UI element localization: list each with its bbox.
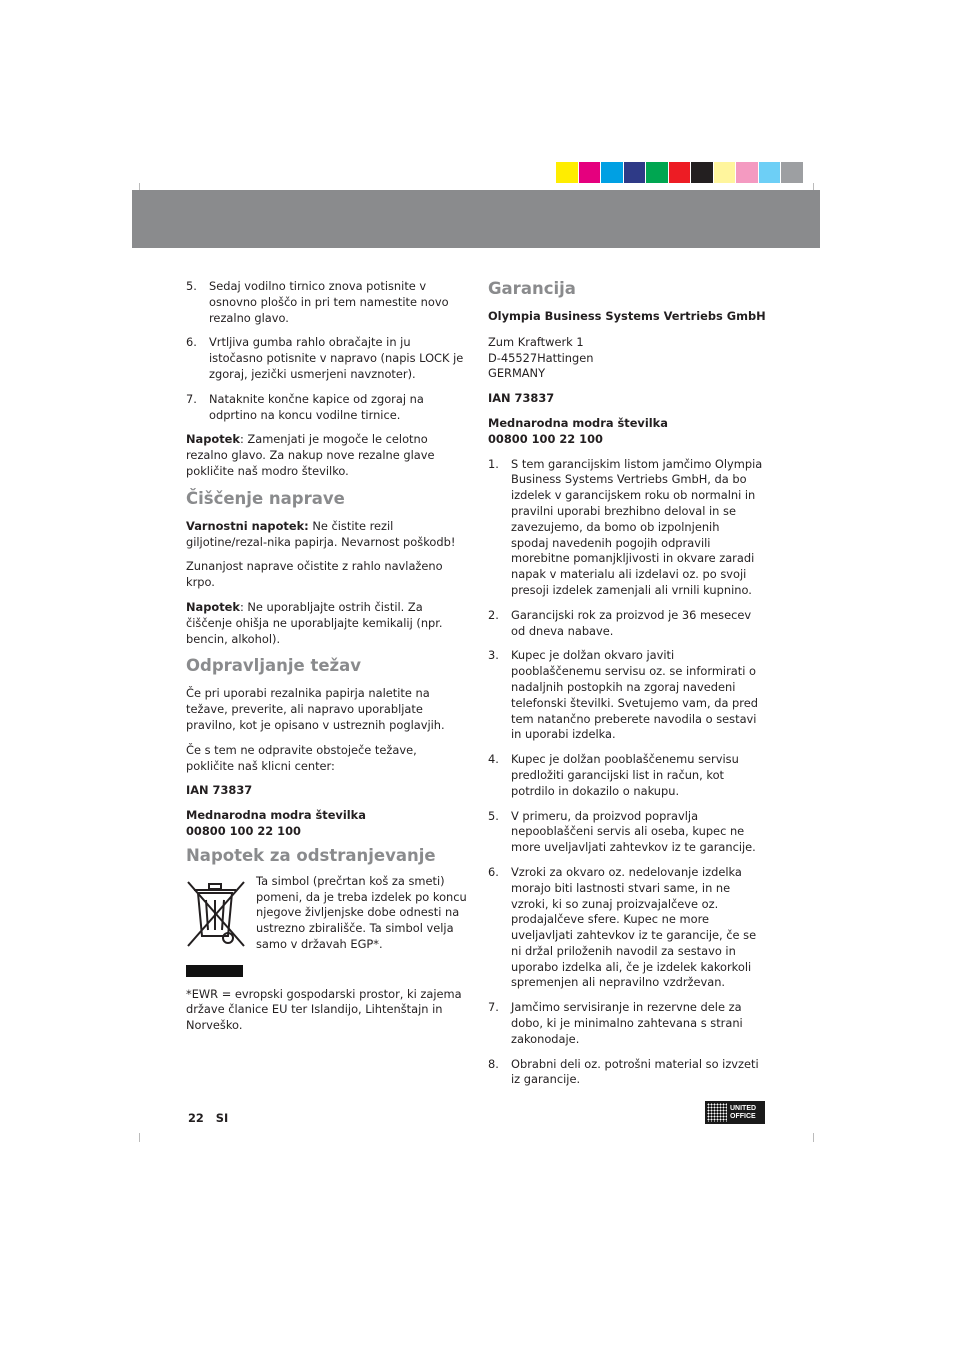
hotline: Mednarodna modra številka 00800 100 22 100 bbox=[488, 415, 668, 446]
list-item: 7. Nataknite končne kapice od zgoraj na odprtino na koncu vodilne tirnice. bbox=[186, 391, 424, 422]
hotline: Mednarodna modra številka 00800 100 22 100 bbox=[186, 808, 366, 838]
color-swatch bbox=[781, 162, 803, 183]
ian-number: IAN 73837 bbox=[186, 783, 253, 798]
header-bar bbox=[132, 190, 820, 248]
note-paragraph: Napotek: Zamenjati je mogoče le celotno rezalno glavo. Za nakup nove rezalne glave pokličite naš modro številko. bbox=[186, 432, 435, 478]
color-swatch bbox=[691, 162, 713, 183]
cleaning-heading: Čiščenje naprave bbox=[186, 488, 345, 508]
color-swatch bbox=[714, 162, 736, 183]
cleaning-note: Napotek: Ne uporabljajte ostrih čistil. Za čiščenje ohišja ne uporabljajte kemikalij (npr. bencin, alkohol). bbox=[186, 599, 443, 646]
list-item: 4. Kupec je dolžan pooblaščenemu servisu predložiti garancijski list in račun, kot potrdilo in dokazilo o nakupu. bbox=[488, 752, 739, 798]
weee-symbol bbox=[186, 876, 246, 977]
ian-number: IAN 73837 bbox=[488, 391, 555, 406]
warranty-terms bbox=[488, 457, 768, 1089]
safety-note: Varnostni napotek: Ne čistite rezil giljotine/rezal-nika papirja. Nevarnost poškodb! bbox=[186, 518, 456, 549]
cleaning-paragraph: Zunanjost naprave očistite z rahlo navlaženo krpo. bbox=[186, 559, 443, 590]
list-item: 5. V primeru, da proizvod popravlja nepooblaščeni servis ali oseba, kupec ne more uveljavljati zahtevkov iz te garancije. bbox=[488, 808, 756, 855]
color-swatch bbox=[601, 162, 623, 183]
list-item: 1. S tem garancijskim listom jamčimo Olympia Business Systems Vertriebs GmbH, da bo izdelek v garancijskem roku ob normalni in pravilni uporabi brezhibno deloval in se zavezujemo, da bomo ob izpolnjenih spodaj navedenih pogojih odpravili morebitne pomanjkljivosti in okvare zaradi napak v materialu ali izdelavi oz. po svoji presoji izdelek zamenjali ali vrnili kupnino. bbox=[488, 456, 763, 597]
united-office-logo bbox=[705, 1101, 765, 1124]
color-swatch bbox=[579, 162, 601, 183]
disposal-text: Ta simbol (prečrtan koš za smeti) pomeni, da je treba izdelek po koncu njegove življenjske dobe odnesti na ustrezno zbirališče. Ta simbol velja samo v državah EGP*. bbox=[256, 873, 467, 951]
weee-bar bbox=[186, 965, 243, 977]
disposal-heading: Napotek za odstranjevanje bbox=[186, 845, 436, 865]
color-swatch bbox=[759, 162, 781, 183]
list-item: 3. Kupec je dolžan okvaro javiti pooblaščenemu servisu oz. se informirati o nadaljnih postopkih na zgoraj navedeni telefonski številki. Svetujemo vam, da pred tem natančno preberete navodila o sestavi in uporabi izdelka. bbox=[488, 648, 758, 742]
color-swatch bbox=[624, 162, 646, 183]
trouble-paragraph: Če s tem ne odpravite obstoječe težave, pokličite naš klicni center: bbox=[186, 742, 417, 773]
color-swatch bbox=[736, 162, 758, 183]
troubleshooting-heading: Odpravljanje težav bbox=[186, 656, 362, 676]
color-swatch bbox=[556, 162, 578, 183]
warranty-heading: Garancija bbox=[488, 279, 576, 298]
crop-mark bbox=[813, 1133, 814, 1142]
address: Zum Kraftwerk 1 D-45527Hattingen GERMANY bbox=[488, 334, 594, 381]
left-column bbox=[186, 279, 468, 1043]
list-item: 7. Jamčimo servisiranje in rezervne dele za dobo, ki je minimalno zahtevana s strani zakonodaje. bbox=[488, 1000, 743, 1046]
page-number: 22 SI bbox=[188, 1111, 229, 1125]
ewr-footnote: *EWR = evropski gospodarski prostor, ki zajema države članice EU ter Islandijo, Lihtenštajn in Norveško. bbox=[186, 986, 462, 1033]
logo-dot-grid bbox=[707, 1103, 727, 1122]
right-column bbox=[488, 279, 768, 1097]
assembly-steps bbox=[186, 279, 468, 423]
list-item: 6. Vzroki za okvaro oz. nedelovanje izdelka morajo biti lastnosti stvari same, in ne vzroki, ki so zunaj proizvajalčeve oz. prodajalčeve sfere. Kupec ne more uveljavljati zahtevkov iz te garancije, če se ni držal priloženih navodil za sestavo in uporabo izdelka ali, če je izdelek kakorkoli spremenjen ali nepravilno vzdrževan. bbox=[488, 864, 757, 990]
list-item: 5. Sedaj vodilno tirnico znova potisnite v osnovno ploščo in pri tem namestite novo rezalno glavo. bbox=[186, 279, 449, 325]
list-item: 6. Vrtljiva gumba rahlo obračajte in ju istočasno potisnite v napravo (napis LOCK je zgoraj, jezički usmerjeni navznoter). bbox=[186, 335, 464, 381]
color-swatch bbox=[646, 162, 668, 183]
crossed-bin-icon bbox=[186, 876, 246, 950]
list-item: 2. Garancijski rok za proizvod je 36 mesecev od dneva nabave. bbox=[488, 607, 752, 638]
list-item: 8. Obrabni deli oz. potrošni material so izvzeti iz garancije. bbox=[488, 1056, 759, 1087]
disposal-block bbox=[186, 873, 468, 977]
company-name: Olympia Business Systems Vertriebs GmbH bbox=[488, 309, 766, 323]
trouble-paragraph: Če pri uporabi rezalnika papirja naletite na težave, preverite, ali napravo uporabljate pravilno, kot je opisano v ustreznih poglavjih. bbox=[186, 686, 445, 732]
crop-mark bbox=[139, 1133, 140, 1142]
logo-text: UNITED OFFICE bbox=[730, 1104, 757, 1120]
color-swatch bbox=[669, 162, 691, 183]
color-swatches bbox=[556, 162, 803, 183]
